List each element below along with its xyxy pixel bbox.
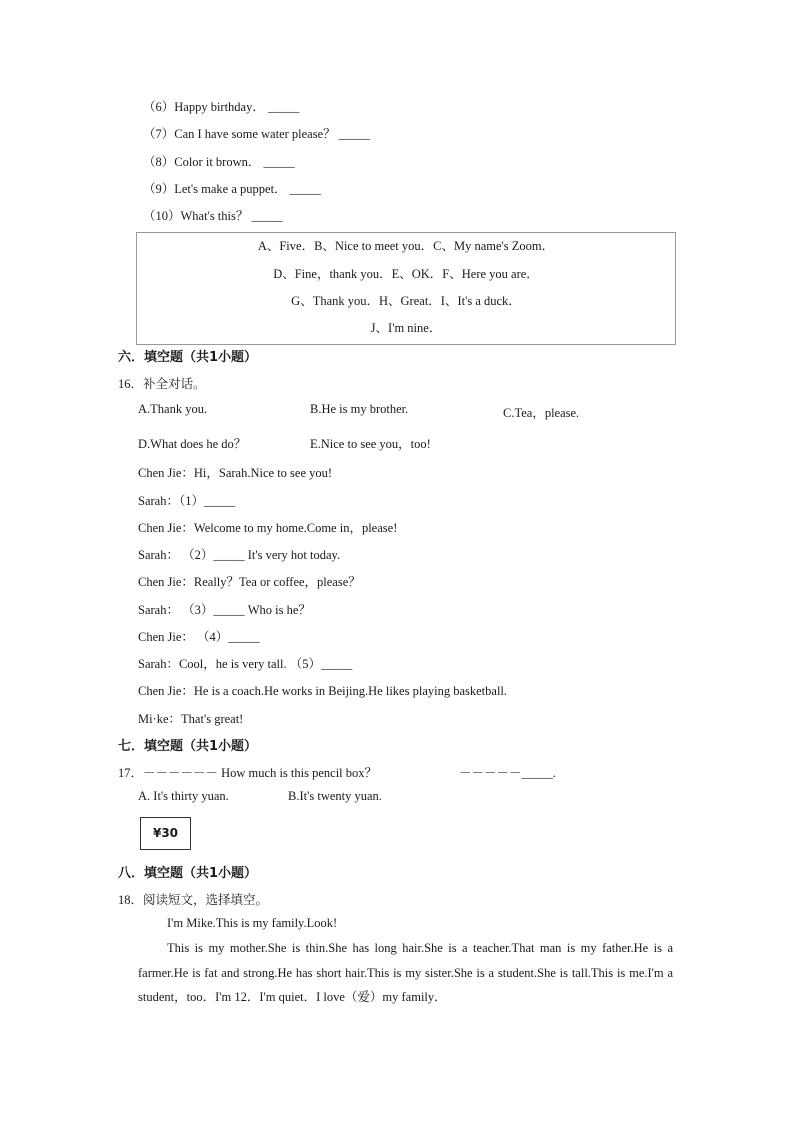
dialogue-line: Chen Jie：Welcome to my home.Come in，please! xyxy=(138,521,398,535)
choice-d: D.What does he do？ xyxy=(138,437,247,451)
question-item-8: （8）Color it brown． _____ xyxy=(143,155,295,169)
question-item-10: （10）What's this？ _____ xyxy=(143,209,283,223)
section-heading-7: 七．填空题（共1小题） xyxy=(118,739,258,754)
section-heading-6: 六．填空题（共1小题） xyxy=(118,350,258,365)
passage-body: This is my mother.She is thin.She has long hair.She is a teacher.That man is my father.He is a farmer.He is fat and strong.He has short hair.This is my sister.She is a student.She is tall.This is me.I'm a student，too．I'm 12．I'm quiet．I love（爱）my family． xyxy=(138,941,673,1004)
dialogue-line: Chen Jie：He is a coach.He works in Beijing.He likes playing basketball. xyxy=(138,684,508,698)
choice-b: B.He is my brother. xyxy=(310,402,409,416)
options-box xyxy=(136,232,676,345)
question-item-7: （7）Can I have some water please？ _____ xyxy=(143,127,371,141)
question-item-6: （6）Happy birthday． _____ xyxy=(143,100,300,114)
dialogue-line: Chen Jie：Hi，Sarah.Nice to see you! xyxy=(138,466,333,480)
question-17-answer-blank: －－－－－_____. xyxy=(459,766,556,780)
options-line-1: A、Five．B、Nice to meet you．C、My name's Zoom． xyxy=(257,239,555,253)
question-item-9: （9）Let's make a puppet． _____ xyxy=(143,182,321,196)
options-line-3: G、Thank you．H、Great．I、It's a duck． xyxy=(291,294,521,308)
options-line-2: D、Fine，thank you．E、OK．F、Here you are． xyxy=(273,267,539,281)
question-16: 16．补全对话。 xyxy=(118,377,206,391)
dialogue-line: Sarah： （2）_____ It's very hot today. xyxy=(138,548,341,562)
choice-c: C.Tea，please. xyxy=(503,406,580,420)
choice-a: A.Thank you. xyxy=(138,402,208,416)
dialogue-line: Mi·ke：That's great! xyxy=(138,712,244,726)
choice-e: E.Nice to see you，too! xyxy=(310,437,431,451)
section-heading-8: 八．填空题（共1小题） xyxy=(118,866,258,881)
question-17: 17．－－－－－－ How much is this pencil box？ xyxy=(118,766,378,780)
dialogue-line: Sarah：Cool，he is very tall. （5）_____ xyxy=(138,657,353,671)
choice-a: A. It's thirty yuan. xyxy=(138,789,229,803)
options-line-4: J、I'm nine． xyxy=(370,321,442,335)
dialogue-line: Sarah： （3）_____ Who is he？ xyxy=(138,603,311,617)
passage-line-1: I'm Mike.This is my family.Look! xyxy=(167,916,338,930)
passage xyxy=(138,936,673,1010)
dialogue-line: Chen Jie：Really？Tea or coffee，please？ xyxy=(138,575,361,589)
dialogue-line: Sarah：（1）_____ xyxy=(138,494,236,508)
price-tag: ¥30 xyxy=(140,817,191,850)
choice-b: B.It's twenty yuan. xyxy=(288,789,382,803)
question-18: 18．阅读短文，选择填空。 xyxy=(118,893,269,907)
dialogue-line: Chen Jie： （4）_____ xyxy=(138,630,260,644)
